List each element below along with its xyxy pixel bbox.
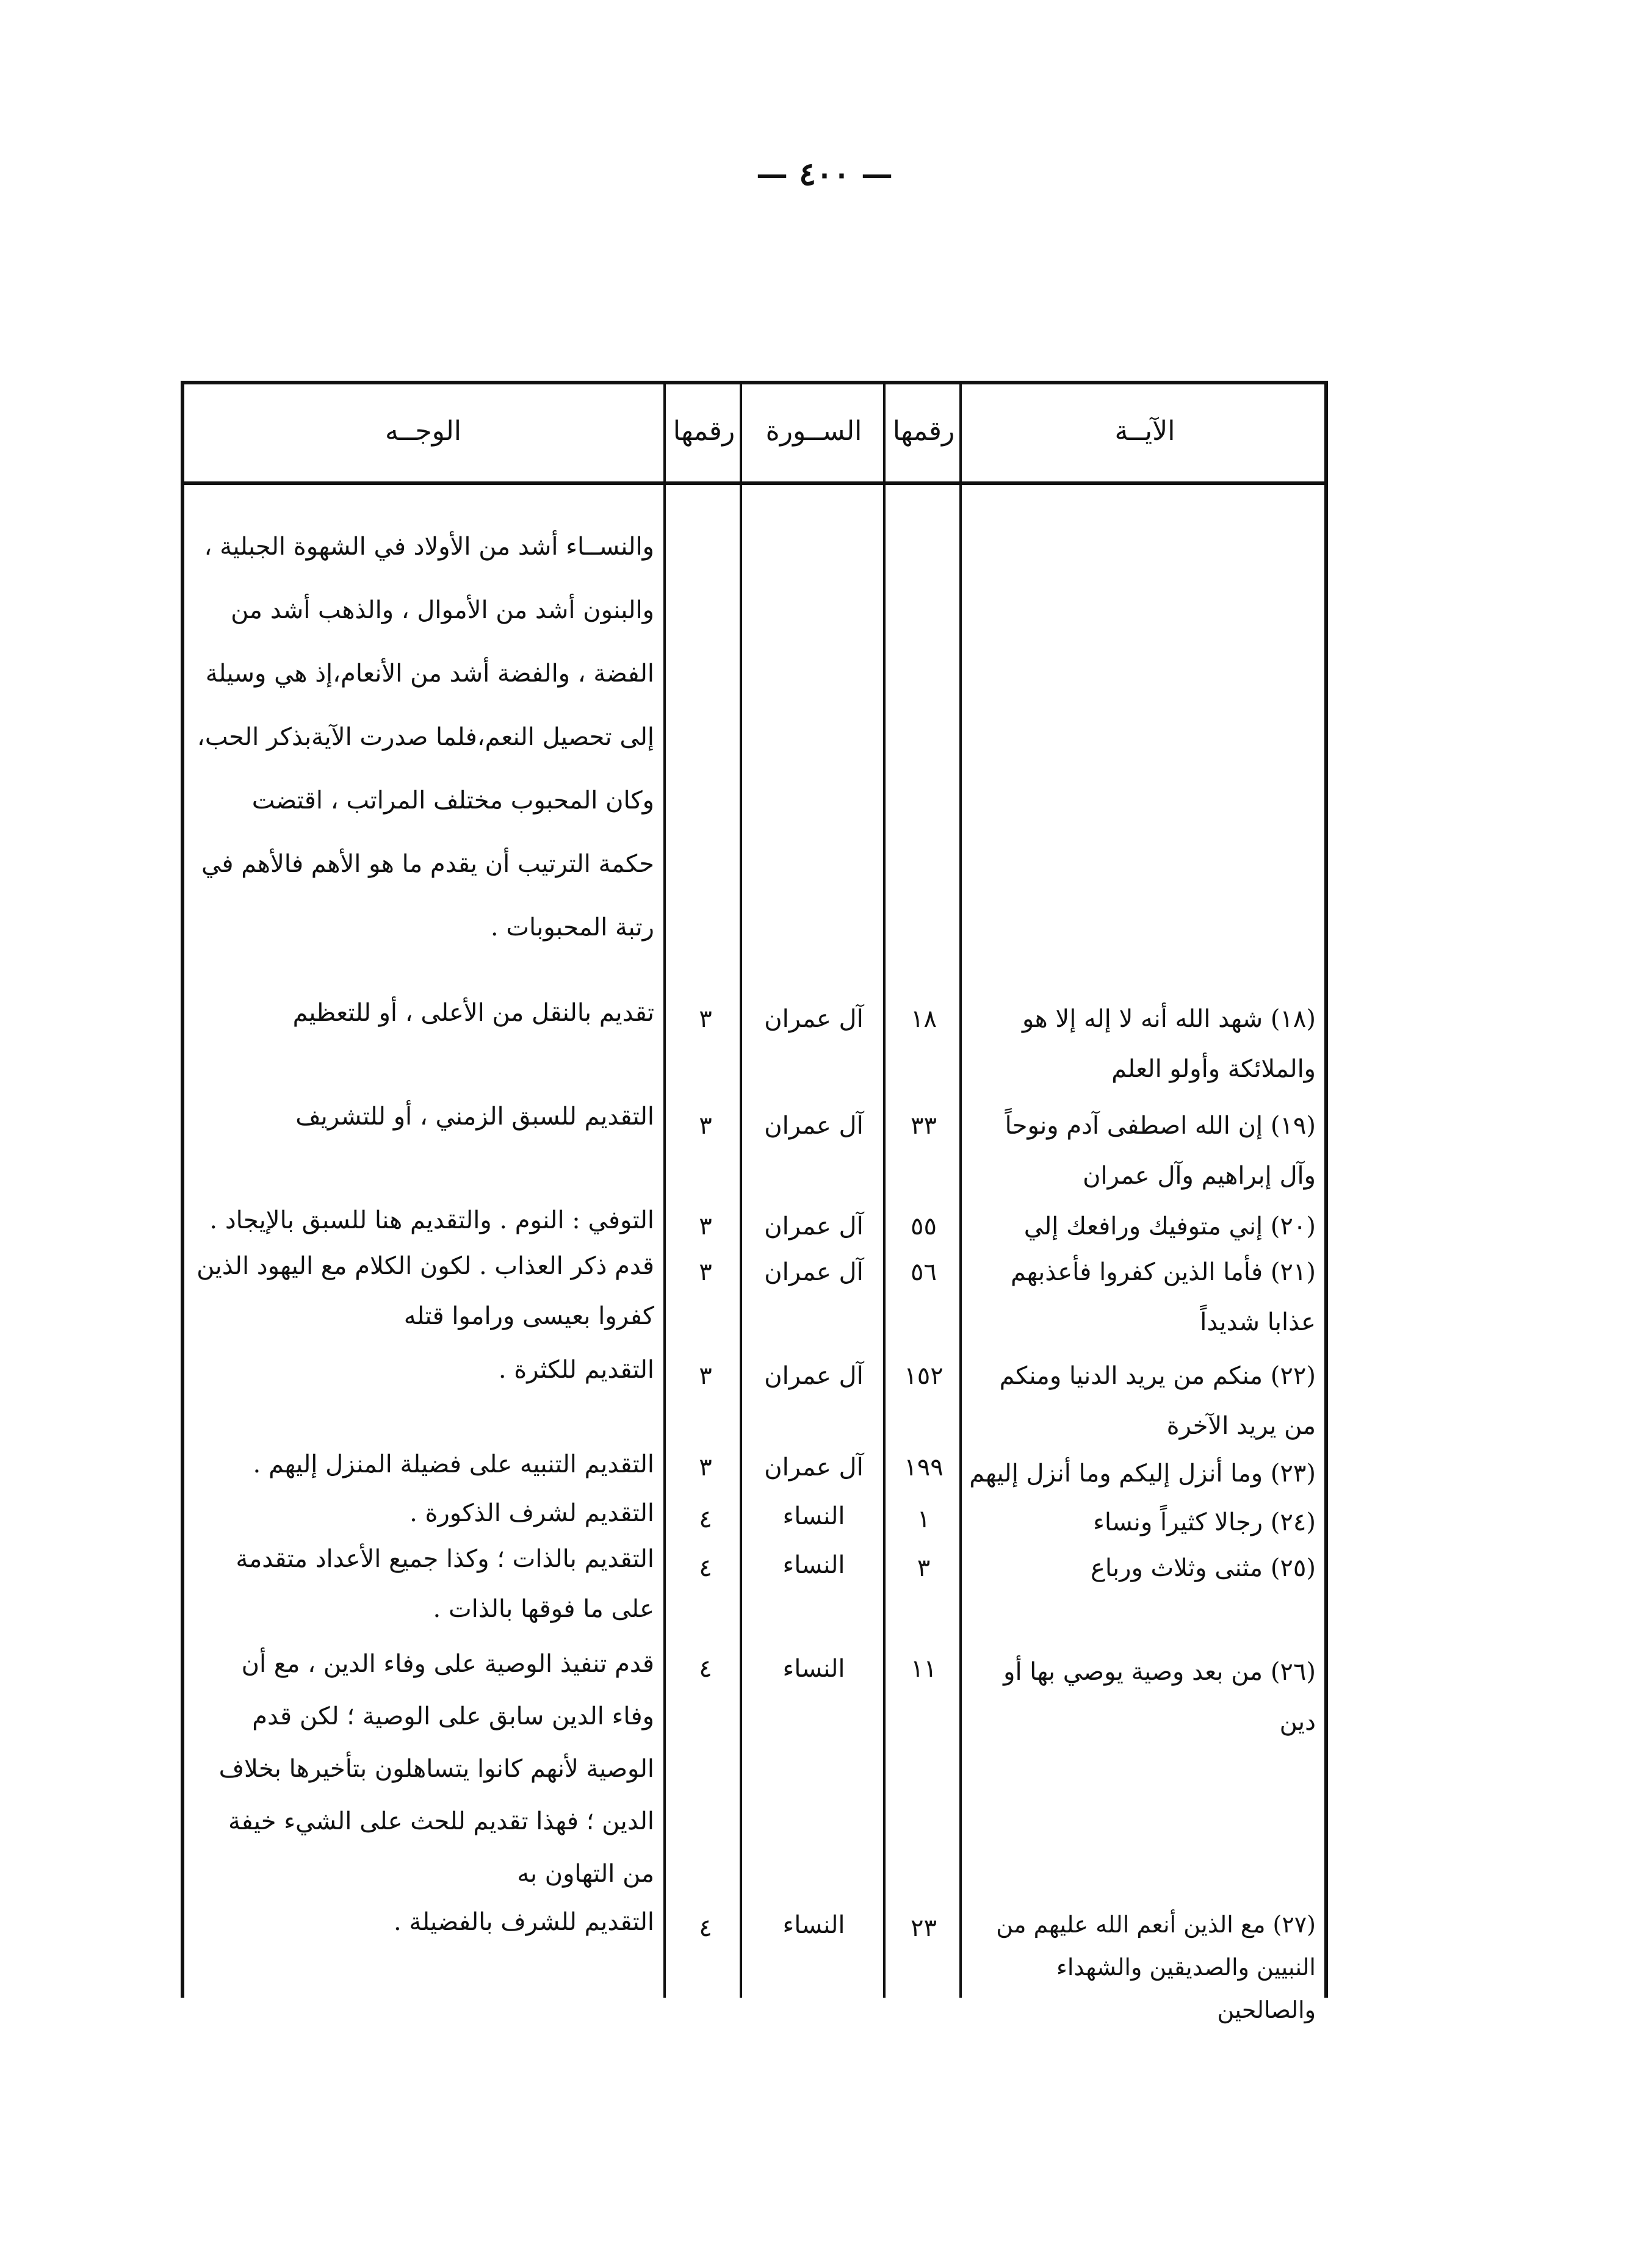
aspect-text: التقديم التنبيه على فضيلة المنزل إليهم . <box>253 1450 654 1478</box>
verse-number: ٥٦ <box>911 1258 937 1286</box>
aspect-text: التوفي : النوم . والتقديم هنا للسبق بالإيجاد . <box>209 1206 654 1234</box>
surah-name: آل عمران <box>764 1362 864 1390</box>
header-divider <box>181 481 1328 485</box>
verse-text: (٢٧) مع الذين أنعم الله عليهم من النبيين والصديقين والشهداء والصالحين <box>996 1911 1316 2023</box>
verse-number: ١ <box>917 1505 931 1533</box>
surah-name: النساء <box>782 1655 845 1683</box>
verse-number: ٣ <box>917 1554 931 1582</box>
aspect-text: التقديم للسبق الزمني ، أو للتشريف <box>295 1103 654 1131</box>
verse-table <box>181 381 1328 2023</box>
surah-number: ٣ <box>699 1212 712 1240</box>
verse-number: ٣٣ <box>911 1112 937 1140</box>
surah-name: آل عمران <box>764 1005 864 1033</box>
aspect-text: تقديم بالنقل من الأعلى ، أو للتعظيم <box>292 999 654 1027</box>
surah-name: آل عمران <box>764 1258 864 1286</box>
column-divider <box>663 381 666 1998</box>
surah-number: ٣ <box>699 1258 712 1286</box>
verse-number: ١١ <box>911 1655 937 1683</box>
verse-text: (٢٦) من بعد وصية يوصي بها أو دين <box>1003 1658 1316 1736</box>
continuation-aspect: والنســاء أشد من الأولاد في الشهوة الجبلية ، والبنون أشد من الأموال ، والذهب أشد من الفضة ، والفضة أشد من الأنعام،إذ هي وسيلة إلى تحصيل النعم،فلما صدرت الآيةبذكر الحب، وكان المحبوب مختلف المراتب ، اقتضت حكمة الترتيب أن يقدم ما هو الأهم فالأهم في رتبة المحبوبات . <box>197 533 654 941</box>
surah-name: النساء <box>782 1911 845 1939</box>
header-verse-number: رقمها <box>892 416 955 447</box>
surah-number: ٣ <box>699 1112 712 1140</box>
surah-name: النساء <box>782 1551 845 1579</box>
verse-text: (٢٤) رجالا كثيراً ونساء <box>1093 1508 1316 1536</box>
aspect-text: التقديم للشرف بالفضيلة . <box>393 1908 654 1936</box>
verse-text: (١٩) إن الله اصطفى آدم ونوحاً وآل إبراهيم وآل عمران <box>1005 1112 1316 1190</box>
verse-number: ٢٣ <box>911 1914 937 1942</box>
verse-text: (٢١) فأما الذين كفروا فأعذبهم عذابا شديداً <box>1011 1258 1316 1336</box>
surah-number: ٣ <box>699 1005 712 1033</box>
page-number: — ٤٠٠ — <box>756 156 893 193</box>
surah-number: ٣ <box>699 1362 712 1390</box>
surah-name: النساء <box>782 1502 845 1530</box>
verse-text: (١٨) شهد الله أنه لا إله إلا هو والملائكة وأولو العلم <box>1022 1005 1316 1083</box>
surah-number: ٣ <box>699 1453 712 1481</box>
verse-number: ١٩٩ <box>904 1453 944 1481</box>
verse-text: (٢٥) مثنى وثلاث ورباع <box>1090 1554 1316 1582</box>
surah-number: ٤ <box>699 1655 712 1683</box>
verse-text: (٢٣) وما أنزل إليكم وما أنزل إليهم <box>969 1460 1316 1488</box>
column-divider <box>883 381 886 1998</box>
aspect-text: التقديم لشرف الذكورة . <box>410 1499 654 1527</box>
surah-name: آل عمران <box>764 1212 864 1240</box>
surah-number: ٤ <box>699 1554 712 1582</box>
aspect-text: التقديم للكثرة . <box>498 1356 654 1384</box>
header-surah-number: رقمها <box>673 416 735 447</box>
verse-number: ١٨ <box>911 1005 937 1033</box>
column-divider <box>740 381 742 1998</box>
header-aspect: الوجــه <box>385 416 461 447</box>
column-divider <box>959 381 962 1998</box>
header-verse: الآيــة <box>1114 416 1175 447</box>
aspect-text: قدم ذكر العذاب . لكون الكلام مع اليهود الذين كفروا بعيسى وراموا قتله <box>197 1252 654 1330</box>
surah-number: ٤ <box>699 1914 712 1942</box>
verse-text: (٢٢) منكم من يريد الدنيا ومنكم من يريد الآخرة <box>999 1362 1316 1440</box>
header-surah: الســورة <box>765 416 862 447</box>
surah-name: آل عمران <box>764 1112 864 1140</box>
surah-number: ٤ <box>699 1505 712 1533</box>
aspect-text: قدم تنفيذ الوصية على وفاء الدين ، مع أن وفاء الدين سابق على الوصية ؛ لكن قدم الوصية لأنهم كانوا يتساهلون بتأخيرها بخلاف الدين ؛ فهذا تقديم للحث على الشيء خيفة من التهاون به <box>218 1650 654 1888</box>
verse-text: (٢٠) إني متوفيك ورافعك إلي <box>1023 1212 1316 1240</box>
verse-number: ٥٥ <box>911 1212 937 1240</box>
verse-number: ١٥٢ <box>904 1362 944 1390</box>
aspect-text: التقديم بالذات ؛ وكذا جميع الأعداد متقدمة على ما فوقها بالذات . <box>236 1545 654 1623</box>
surah-name: آل عمران <box>764 1453 864 1481</box>
